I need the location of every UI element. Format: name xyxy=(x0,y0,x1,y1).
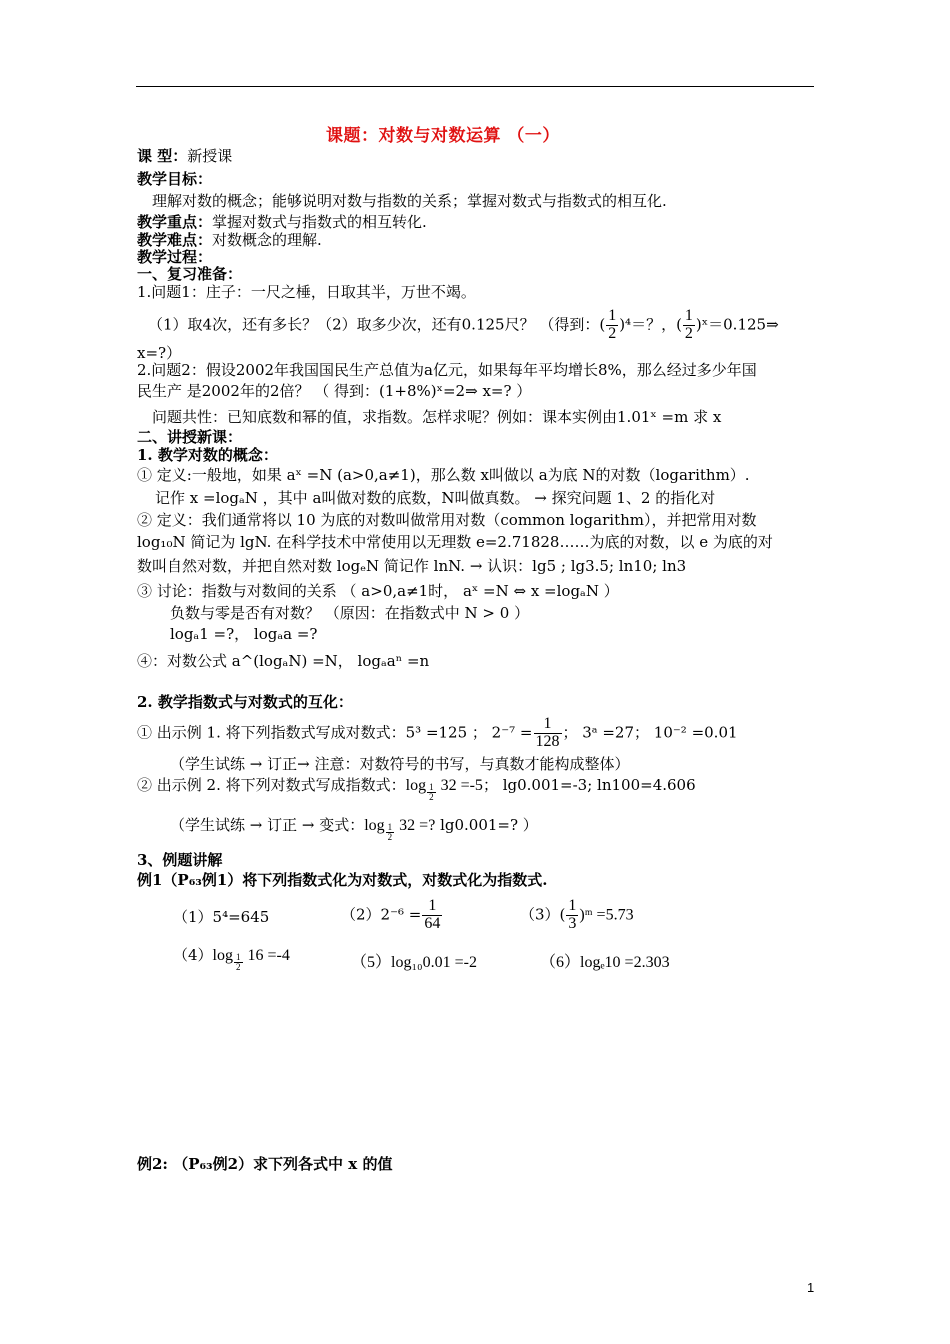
q1-sub-a: （1）取4次，还有多长？（2）取多少次，还有0.125尺？ （得到：( xyxy=(148,315,606,334)
diff-label: 教学难点： xyxy=(137,231,213,249)
page-title: 课题：对数与对数运算 （一） xyxy=(326,126,560,146)
ex2-text-a: ② 出示例 2. 将下列对数式写成指数式： xyxy=(137,776,406,794)
discussion-b: 负数与零是否有对数？ （原因：在指数式中 N > 0 ） xyxy=(170,604,530,622)
definition-2c: 数叫自然对数，并把自然对数 logₑN 简记作 lnN. → 认识：lg5 ; lg3.5; ln10; ln3 xyxy=(137,557,687,575)
examples-heading: 3、例题讲解 xyxy=(137,851,223,869)
fraction-1-128: $\frac{1}{128}$ xyxy=(535,715,560,750)
key-text: 掌握对数式与指数式的相互转化. xyxy=(212,213,427,231)
review-heading: 一、复习准备： xyxy=(137,265,243,283)
log-formula: ④：对数公式 a^(logₐN) =N， logₐaⁿ =n xyxy=(137,652,430,670)
ex2-text-b: ； lg0.001=-3; ln100=4.606 xyxy=(482,776,696,794)
new-heading: 二、讲授新课： xyxy=(137,428,243,446)
item-4: （4）log $\frac{1}{2}$ 16 =-4 xyxy=(173,946,290,972)
process-label: 教学过程： xyxy=(137,248,213,266)
half-fraction: $\frac{1}{2}$ xyxy=(608,307,617,342)
half-subscript: $\frac{1}{2}$ xyxy=(429,781,434,802)
half-fraction-2: $\frac{1}{2}$ xyxy=(684,307,693,342)
item-1: （1）5⁴=645 xyxy=(173,908,270,926)
definition-2a: ② 定义：我们通常将以 10 为底的对数叫做常用对数（common logarithm），并把常用对数 xyxy=(137,511,757,529)
difficulty xyxy=(137,231,322,249)
example-2-note xyxy=(170,816,538,842)
example-1-title: 例1（P₆₃例1）将下列指数式化为对数式，对数式化为指数式. xyxy=(137,871,548,889)
fraction-1-64: $\frac{1}{64}$ xyxy=(424,897,441,932)
q1-end: )ˣ＝0.125⇒ xyxy=(695,315,779,334)
item-3: （3）( $\frac{1}{3}$ )ᵐ =5.73 xyxy=(520,897,634,932)
question-2-line-1: 2.问题2：假设2002年我国国民生产总值为a亿元，如果每年平均增长8%，那么经过多少年国 xyxy=(137,361,757,379)
ex1-text-b: ； 3ᵃ =27； 10⁻² =0.01 xyxy=(562,723,738,742)
example-2-intro xyxy=(137,776,696,802)
discussion-c: logₐ1 =?， logₐa =? xyxy=(170,625,318,643)
example-2-title: 例2: （P₆₃例2）求下列各式中 x 的值 xyxy=(137,1155,393,1173)
page-number: 1 xyxy=(807,1280,815,1295)
definition-1a: ① 定义:一般地，如果 aˣ =N (a>0,a≠1)，那么数 x叫做以 a为底 N的对数（logarithm）. xyxy=(137,466,750,484)
question-1-parts xyxy=(148,308,779,343)
log-half-variant: log $\frac{1}{2}$ 32 =? xyxy=(364,817,436,842)
example-1-note: （学生试练 → 订正→ 注意：对数符号的书写，与真数才能构成整体） xyxy=(170,755,630,773)
header-rule xyxy=(136,86,814,87)
key-label: 教学重点： xyxy=(137,213,213,231)
example-1-intro xyxy=(137,716,738,751)
course-type-value: 新授课 xyxy=(187,147,233,165)
discussion-a: ③ 讨论：指数与对数间的关系 （ a>0,a≠1时， aˣ =N ⇔ x =logₐN ） xyxy=(137,582,619,600)
definition-2b: log₁₀N 简记为 lgN. 在科学技术中常使用以无理数 e=2.71828……为底的对数，以 e 为底的对 xyxy=(137,533,773,551)
ex1-text-a: ① 出示例 1. 将下列指数式写成对数式：5³ =125 ； 2⁻⁷ = xyxy=(137,723,533,742)
half-subscript-3: $\frac{1}{2}$ xyxy=(236,951,241,972)
key-point xyxy=(137,213,427,231)
question-2-line-2: 民生产 是2002年的2倍？ （ 得到：(1+8%)ˣ=2⇒ x=? ） xyxy=(137,382,532,400)
q1-tail: x=?） xyxy=(137,344,182,362)
goal-text: 理解对数的概念；能够说明对数与指数的关系；掌握对数式与指数式的相互化. xyxy=(152,192,667,210)
course-type-label: 课 型： xyxy=(137,147,188,165)
sub-heading-1: 1. 教学对数的概念： xyxy=(137,446,278,464)
diff-text: 对数概念的理解. xyxy=(212,231,322,249)
item-5: （5）log₁₀0.01 =-2 xyxy=(351,954,477,971)
definition-1b: 记作 x =logₐN ，其中 a叫做对数的底数，N叫做真数。 → 探究问题 1、2 的指化对 xyxy=(155,489,716,507)
item-2: （2）2⁻⁶ = $\frac{1}{64}$ xyxy=(341,897,441,932)
half-subscript-2: $\frac{1}{2}$ xyxy=(387,821,393,842)
course-type xyxy=(137,147,232,165)
q1-mid: )⁴＝？，( xyxy=(619,315,682,334)
log-half: log $\frac{1}{2}$ 32 =-5 xyxy=(405,777,483,802)
fraction-1-3: $\frac{1}{3}$ xyxy=(568,897,577,932)
ex2-note-b: lg0.001=? ） xyxy=(440,816,538,834)
sub-heading-2: 2. 教学指数式与对数式的互化： xyxy=(137,693,353,711)
question-1: 1.问题1：庄子：一尺之棰，日取其半，万世不竭。 xyxy=(137,283,476,301)
log-half-16: log $\frac{1}{2}$ 16 =-4 xyxy=(212,947,290,972)
ex2-note-a: （学生试练 → 订正 → 变式： xyxy=(170,816,365,834)
common-question: 问题共性：已知底数和幂的值，求指数。怎样求呢？例如：课本实例由1.01ˣ =m 求 x xyxy=(152,408,722,426)
goal-label: 教学目标： xyxy=(137,170,213,188)
item-6: （6）logₑ10 =2.303 xyxy=(540,954,670,971)
